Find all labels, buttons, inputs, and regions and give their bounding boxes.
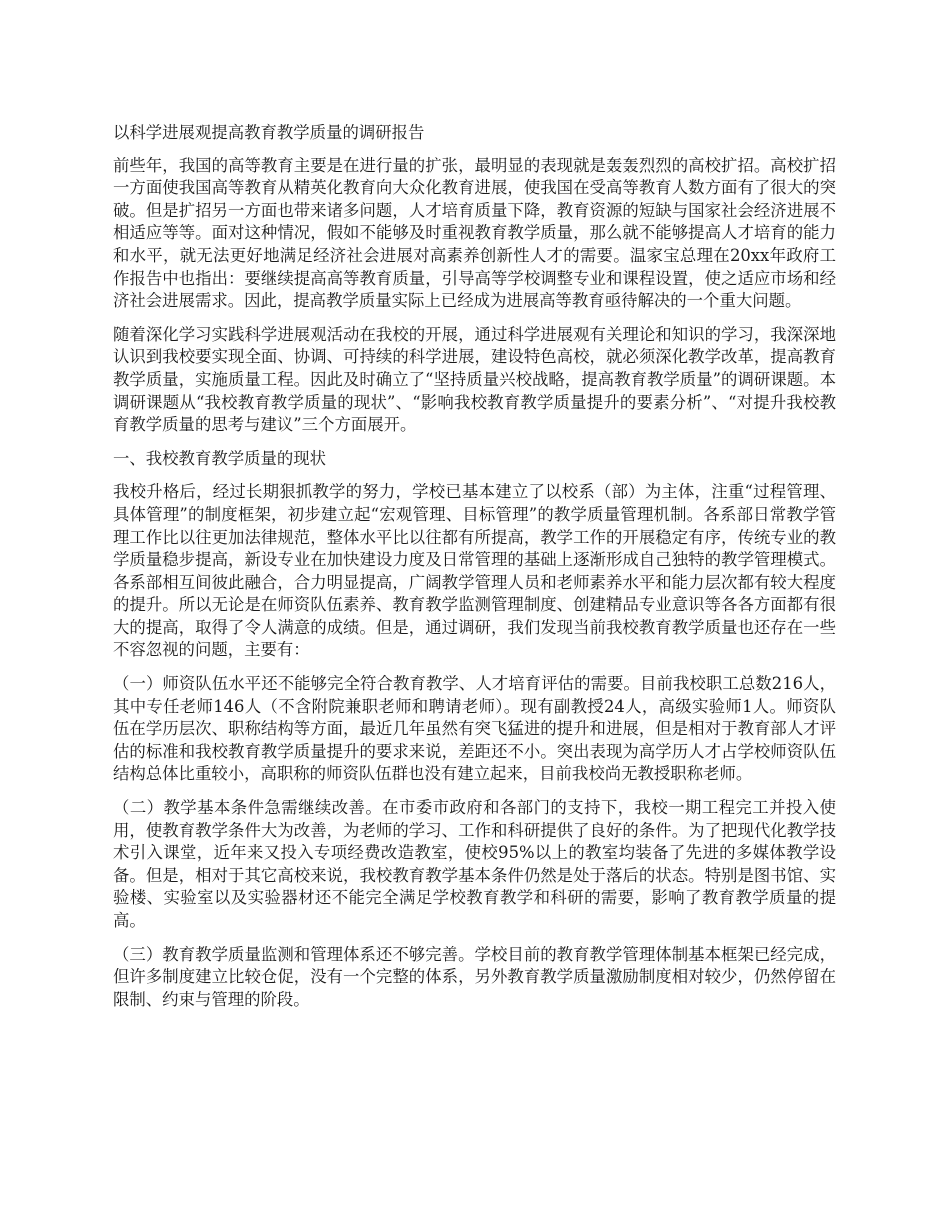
section-paragraph-overview: 我校升格后，经过长期狠抓教学的努力，学校已基本建立了以校系（部）为主体，注重“过程管理、具体管理”的制度框架，初步建立起“宏观管理、目标管理”的教学质量管理机制。各系部日常教学管理工作比以往更加法律规范，整体水平比以往都有所提高，教学工作的开展稳定有序，传统专业的教学质量稳步提高，新设专业在加快建设力度及日常管理的基础上逐渐形成自己独特的教学管理模式。各系部相互间彼此融合，合力明显提高，广阔教学管理人员和老师素养水平和能力层次都有较大程度的提升。所以无论是在师资队伍素养、教育教学监测管理制度、创建精品专业意识等各各方面都有很大的提高，取得了令人满意的成绩。但是，通过调研，我们发现当前我校教育教学质量也还存在一些不容忽视的问题，主要有： — [113, 482, 836, 660]
section-current-status — [113, 448, 836, 1012]
intro-paragraph-2: 随着深化学习实践科学进展观活动在我校的开展，通过科学进展观有关理论和知识的学习，我深深地认识到我校要实现全面、协调、可持续的科学进展，建设特色高校，就必须深化教学改革，提高教育教学质量，实施质量工程。因此及时确立了“坚持质量兴校战略，提高教育教学质量”的调研课题。本调研课题从“我校教育教学质量的现状”、“影响我校教育教学质量提升的要素分析”、“对提升我校教育教学质量的思考与建议”三个方面展开。 — [113, 324, 836, 435]
document-title: 以科学进展观提高教育教学质量的调研报告 — [113, 123, 425, 142]
intro-paragraph-1: 前些年，我国的高等教育主要是在进行量的扩张，最明显的表现就是轰轰烈烈的高校扩招。高校扩招一方面使我国高等教育从精英化教育向大众化教育进展，使我国在受高等教育人数方面有了很大的突破。但是扩招另一方面也带来诸多问题，人才培育质量下降，教育资源的短缺与国家社会经济进展不相适应等等。面对这种情况，假如不能够及时重视教育教学质量，那么就不能够提高人才培育的能力和水平，就无法更好地满足经济社会进展对高素养创新性人才的需要。温家宝总理在20xx年政府工作报告中也指出：要继续提高高等教育质量，引导高等学校调整专业和课程设置，使之适应市场和经济社会进展需求。因此，提高教学质量实际上已经成为进展高等教育亟待解决的一个重大问题。 — [113, 155, 836, 311]
section-paragraph-faculty: （一）师资队伍水平还不能够完全符合教育教学、人才培育评估的需要。目前我校职工总数216人，其中专任老师146人（不含附院兼职老师和聘请老师）。现有副教授24人，高级实验师1人。师资队伍在学历层次、职称结构等方面，最近几年虽然有突飞猛进的提升和进展，但是相对于教育部人才评估的标准和我校教育教学质量提升的要求来说，差距还不小。突出表现为高学历人才占学校师资队伍结构总体比重较小，高职称的师资队伍群也没有建立起来，目前我校尚无教授职称老师。 — [113, 674, 836, 784]
section-heading: 一、我校教育教学质量的现状 — [113, 448, 327, 468]
section-paragraph-conditions: （二）教学基本条件急需继续改善。在市委市政府和各部门的支持下，我校一期工程完工并投入使用，使教育教学条件大为改善，为老师的学习、工作和科研提供了良好的条件。为了把现代化教学技术引入课堂，近年来又投入专项经费改造教室，使校95%以上的教室均装备了先进的多媒体教学设备。但是，相对于其它高校来说，我校教育教学基本条件仍然是处于落后的状态。特别是图书馆、实验楼、实验室以及实验器材还不能完全满足学校教育教学和科研的需要，影响了教育教学质量的提高。 — [113, 798, 836, 930]
document-page — [113, 122, 836, 1022]
section-paragraph-monitoring: （三）教育教学质量监测和管理体系还不够完善。学校目前的教育教学管理体制基本框架已经完成，但许多制度建立比较仓促，没有一个完整的体系，另外教育教学质量激励制度相对较少，仍然停留在限制、约束与管理的阶段。 — [113, 944, 836, 1009]
